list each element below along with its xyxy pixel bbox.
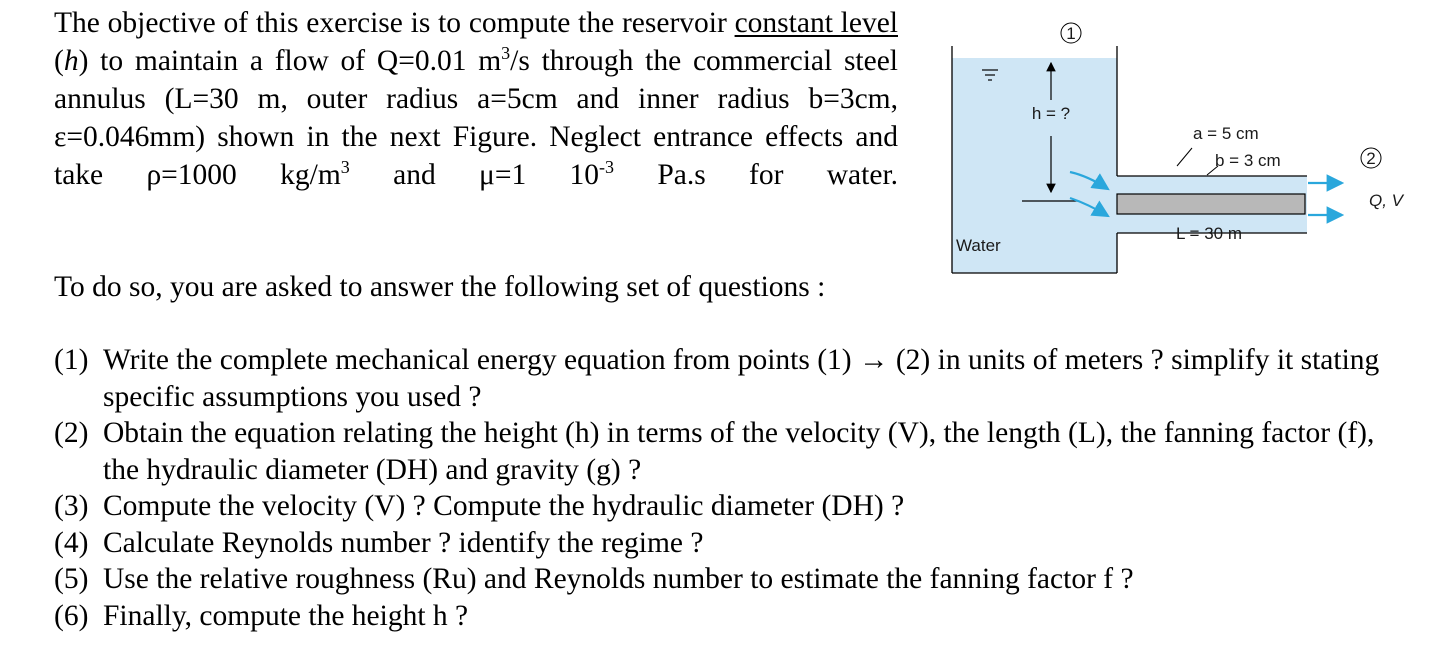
question-text: Obtain the equation relating the height (h) in terms of the velocity (V), the length (L), the fanning factor (f), the hydraulic diameter (DH) and gravity (g) ? bbox=[103, 417, 1375, 486]
intro-text-5: and μ=1 10 bbox=[349, 159, 600, 191]
water-label: Water bbox=[956, 236, 1001, 255]
a-radius-leader bbox=[1177, 148, 1192, 166]
intro-text-1: The objective of this exercise is to compute the reservoir bbox=[54, 7, 735, 39]
problem-statement bbox=[54, 4, 898, 194]
question-number: (2) bbox=[54, 417, 89, 449]
a-label: a = 5 cm bbox=[1193, 124, 1259, 143]
QV-label: Q, V bbox=[1369, 191, 1404, 210]
question-list bbox=[54, 342, 1394, 634]
intro-text-6: Pa.s for water. bbox=[614, 159, 899, 191]
question-text: Compute the velocity (V) ? Compute the hydraulic diameter (DH) ? bbox=[103, 490, 905, 522]
question-number: (1) bbox=[54, 344, 89, 376]
question-item bbox=[54, 415, 1394, 488]
intro-underlined: constant level bbox=[734, 7, 898, 39]
question-text: Write the complete mechanical energy equation from points (1) → (2) in units of meters ? simplify it stating specific assumptions you used ? bbox=[103, 344, 1380, 413]
reservoir-figure bbox=[930, 8, 1430, 292]
question-text: Calculate Reynolds number ? identify the regime ? bbox=[103, 526, 704, 559]
question-number: (6) bbox=[54, 599, 89, 632]
intro-sup-3: -3 bbox=[599, 157, 615, 178]
intro-sup-1: 3 bbox=[501, 43, 511, 64]
questions-lead: To do so, you are asked to answer the following set of questions : bbox=[54, 271, 826, 303]
question-number: (4) bbox=[54, 526, 89, 559]
question-item bbox=[54, 525, 1394, 562]
question-number: (5) bbox=[54, 563, 89, 595]
point-1-label: 1 bbox=[1066, 24, 1076, 43]
intro-sup-2: 3 bbox=[340, 157, 350, 178]
question-text: Use the relative roughness (Ru) and Reynolds number to estimate the fanning factor f ? bbox=[103, 563, 1134, 595]
b-label: b = 3 cm bbox=[1215, 151, 1281, 170]
question-text: Finally, compute the height h ? bbox=[103, 599, 469, 632]
question-item bbox=[54, 342, 1394, 415]
question-item bbox=[54, 488, 1394, 525]
reservoir-diagram bbox=[930, 8, 1430, 292]
h-label: h = ? bbox=[1031, 104, 1071, 123]
inner-core bbox=[1117, 194, 1305, 214]
intro-h-symbol: h bbox=[63, 45, 79, 77]
intro-text-4: /s through the commercial steel annulus (L=30 m, outer radius a=5cm and inner radius b=3cm, ε=0.046mm) shown in the next Figure. Neglect entrance effects and take ρ=1000 kg/m bbox=[54, 45, 898, 191]
question-number: (3) bbox=[54, 490, 89, 522]
question-item bbox=[54, 598, 1394, 635]
L-label: L = 30 m bbox=[1176, 224, 1242, 243]
intro-text-3: ) to maintain a flow of Q=0.01 m bbox=[78, 45, 502, 77]
point-2-label: 2 bbox=[1366, 149, 1376, 168]
intro-text-2: ( bbox=[54, 45, 64, 77]
question-item bbox=[54, 561, 1394, 598]
